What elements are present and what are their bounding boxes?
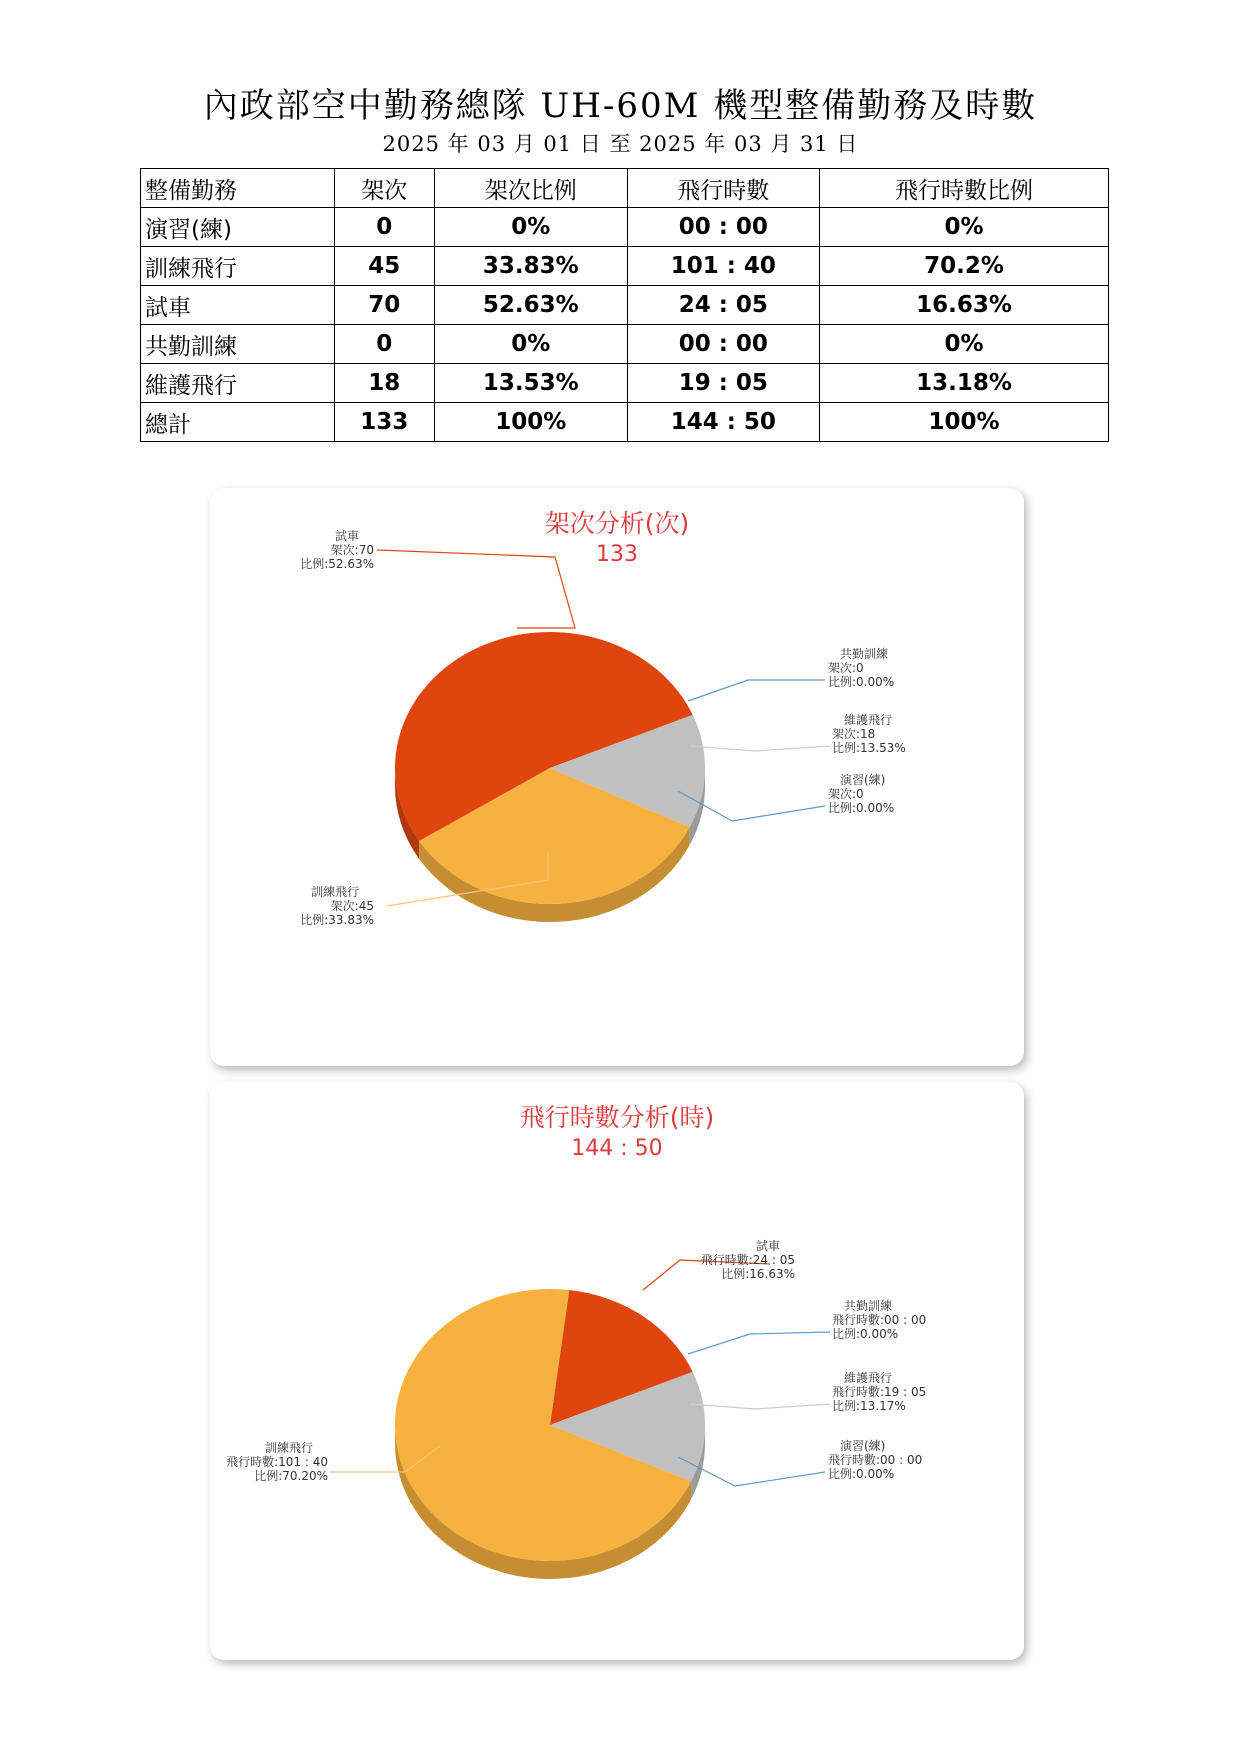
col-header-hours-ratio: 飛行時數比例 (820, 169, 1109, 208)
cell-duty: 維護飛行 (141, 364, 335, 403)
data-label-exercise: 比例:0.00% (828, 1467, 895, 1481)
cell-sorties: 45 (334, 247, 434, 286)
data-label-maintenance-flight: 架次:18 (832, 727, 876, 741)
cell-flight-hours: 101 : 40 (627, 247, 820, 286)
leader-line-test-run (377, 550, 575, 628)
cell-flight-hours: 00 : 00 (627, 208, 820, 247)
leader-line-joint-training (688, 1332, 830, 1354)
cell-hours-ratio: 100% (820, 403, 1109, 442)
cell-duty: 共勤訓練 (141, 325, 335, 364)
chart-total: 144 : 50 (571, 1136, 663, 1161)
cell-hours-ratio: 70.2% (820, 247, 1109, 286)
data-label-maintenance-flight: 比例:13.53% (832, 741, 906, 755)
data-label-joint-training: 共勤訓練 (844, 1299, 893, 1313)
cell-flight-hours: 19 : 05 (627, 364, 820, 403)
cell-duty: 試車 (141, 286, 335, 325)
table-row (141, 325, 1109, 364)
data-label-training-flight: 飛行時數:101 : 40 (226, 1455, 328, 1469)
data-label-maintenance-flight: 飛行時數:19 : 05 (832, 1385, 927, 1399)
data-label-training-flight: 比例:33.83% (300, 913, 374, 927)
cell-hours-ratio: 0% (820, 208, 1109, 247)
pie-group (226, 1239, 926, 1579)
data-label-joint-training: 比例:0.00% (832, 1327, 899, 1341)
col-header-sortie-ratio: 架次比例 (434, 169, 627, 208)
data-label-joint-training: 比例:0.00% (828, 675, 895, 689)
cell-sortie-ratio: 33.83% (434, 247, 627, 286)
col-header-flight-hours: 飛行時數 (627, 169, 820, 208)
col-header-duty: 整備勤務 (141, 169, 335, 208)
cell-sorties: 133 (334, 403, 434, 442)
data-label-maintenance-flight: 比例:13.17% (832, 1399, 906, 1413)
data-label-exercise: 飛行時數:00 : 00 (828, 1453, 923, 1467)
data-label-joint-training: 飛行時數:00 : 00 (832, 1313, 927, 1327)
data-label-training-flight: 訓練飛行 (310, 885, 359, 899)
data-label-exercise: 演習(練) (840, 773, 886, 787)
data-label-test-run: 比例:52.63% (300, 557, 374, 571)
data-label-exercise: 架次:0 (828, 787, 864, 801)
hours-pie-chart (210, 1082, 1024, 1660)
cell-flight-hours: 24 : 05 (627, 286, 820, 325)
cell-sorties: 70 (334, 286, 434, 325)
summary-table (140, 168, 1109, 442)
data-label-test-run: 試車 (755, 1239, 780, 1253)
data-label-exercise: 演習(練) (840, 1439, 886, 1453)
leader-line-maintenance-flight (690, 746, 830, 751)
data-label-training-flight: 比例:70.20% (254, 1469, 328, 1483)
leader-line-maintenance-flight (690, 1404, 830, 1409)
data-label-joint-training: 共勤訓練 (840, 647, 889, 661)
data-label-test-run: 比例:16.63% (721, 1267, 795, 1281)
data-label-joint-training: 架次:0 (828, 661, 864, 675)
cell-duty: 總計 (141, 403, 335, 442)
cell-sortie-ratio: 100% (434, 403, 627, 442)
sorties-pie-chart (210, 488, 1024, 1066)
col-header-sorties: 架次 (334, 169, 434, 208)
data-label-test-run: 飛行時數:24 : 05 (700, 1253, 795, 1267)
data-label-test-run: 試車 (334, 529, 359, 543)
table-row (141, 247, 1109, 286)
data-label-training-flight: 架次:45 (330, 899, 374, 913)
leader-line-joint-training (688, 680, 825, 701)
hours-chart-card (210, 1082, 1024, 1660)
cell-hours-ratio: 13.18% (820, 364, 1109, 403)
cell-sortie-ratio: 0% (434, 325, 627, 364)
cell-sorties: 0 (334, 208, 434, 247)
table-header-row (141, 169, 1109, 208)
cell-flight-hours: 144 : 50 (627, 403, 820, 442)
cell-sorties: 0 (334, 325, 434, 364)
table-total-row (141, 403, 1109, 442)
cell-hours-ratio: 16.63% (820, 286, 1109, 325)
chart-title: 架次分析(次) (544, 509, 690, 538)
sorties-chart-card (210, 488, 1024, 1066)
cell-duty: 訓練飛行 (141, 247, 335, 286)
table-row (141, 364, 1109, 403)
cell-sorties: 18 (334, 364, 434, 403)
data-label-maintenance-flight: 維護飛行 (844, 713, 893, 727)
data-label-training-flight: 訓練飛行 (264, 1441, 313, 1455)
data-label-test-run: 架次:70 (330, 543, 374, 557)
cell-duty: 演習(練) (141, 208, 335, 247)
table-row (141, 208, 1109, 247)
chart-title: 飛行時數分析(時) (519, 1103, 715, 1132)
cell-sortie-ratio: 13.53% (434, 364, 627, 403)
data-label-exercise: 比例:0.00% (828, 801, 895, 815)
chart-total: 133 (596, 542, 638, 567)
report-title: 內政部空中勤務總隊 UH-60M 機型整備勤務及時數 (203, 86, 1038, 126)
table-row (141, 286, 1109, 325)
cell-sortie-ratio: 0% (434, 208, 627, 247)
cell-sortie-ratio: 52.63% (434, 286, 627, 325)
report-date-range: 2025 年 03 月 01 日 至 2025 年 03 月 31 日 (382, 132, 859, 156)
data-label-maintenance-flight: 維護飛行 (844, 1371, 893, 1385)
cell-flight-hours: 00 : 00 (627, 325, 820, 364)
cell-hours-ratio: 0% (820, 325, 1109, 364)
pie-group (300, 529, 906, 927)
